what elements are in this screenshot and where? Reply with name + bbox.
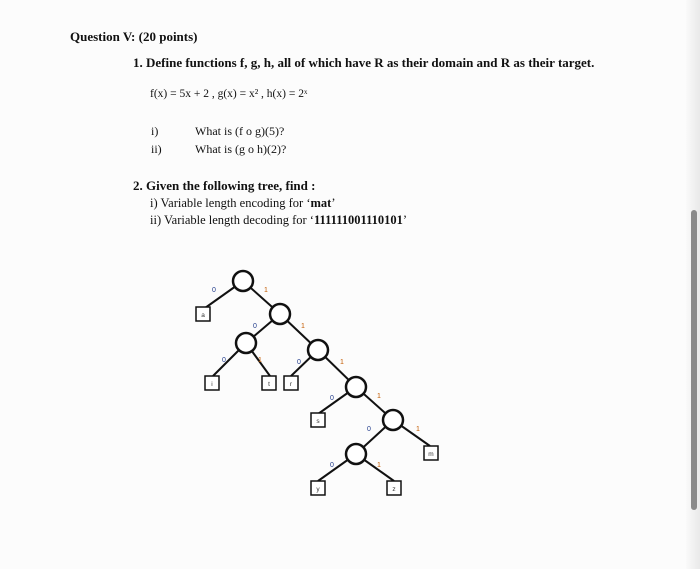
leaf-label: s <box>316 418 320 425</box>
edge-label-zero: 0 <box>367 426 371 433</box>
leaf-label: y <box>316 486 320 493</box>
tree-node <box>346 444 366 464</box>
encoding-question-prefix: i) Variable length encoding for ‘ <box>150 196 311 210</box>
sub-question-text: What is (f o g)(5)? <box>195 124 285 138</box>
leaf-label: t <box>268 381 270 388</box>
edge-label-one: 1 <box>264 287 268 294</box>
edge-label-one: 1 <box>377 462 381 469</box>
edge-label-one: 1 <box>258 357 262 364</box>
sub-question-number: i) <box>151 124 159 138</box>
decoding-bitstring: 111111001110101 <box>313 213 403 227</box>
encoding-word: mat <box>310 196 332 210</box>
edge-label-zero: 0 <box>330 395 334 402</box>
edge-label-zero: 0 <box>253 323 257 330</box>
item1-heading: 1. Define functions f, g, h, all of which have R as their domain and R as their target. <box>133 55 595 70</box>
edge-label-zero: 0 <box>330 462 334 469</box>
leaf-label: i <box>211 381 213 388</box>
edge-label-one: 1 <box>377 393 381 400</box>
sub-question-text: What is (g o h)(2)? <box>195 142 287 156</box>
tree-node <box>346 377 366 397</box>
tree-node <box>308 340 328 360</box>
tree-node <box>270 304 290 324</box>
edge-label-zero: 0 <box>212 287 216 294</box>
item2-heading: 2. Given the following tree, find : <box>133 178 316 193</box>
edge-label-one: 1 <box>301 323 305 330</box>
decoding-question-prefix: ii) Variable length decoding for ‘ <box>150 213 314 227</box>
leaf-label: m <box>428 451 434 458</box>
encoding-question-suffix: ’ <box>331 196 336 210</box>
edge-label-zero: 0 <box>222 357 226 364</box>
edge-label-one: 1 <box>340 359 344 366</box>
edge-label-one: 1 <box>416 426 420 433</box>
tree-node <box>236 333 256 353</box>
sub-question-number: ii) <box>151 142 162 156</box>
leaf-label: r <box>289 381 293 388</box>
question-title: Question V: (20 points) <box>70 29 198 44</box>
edge-label-zero: 0 <box>297 359 301 366</box>
leaf-label: z <box>392 486 396 493</box>
decoding-question-suffix: ’ <box>402 213 408 227</box>
function-definitions: f(x) = 5x + 2 , g(x) = x² , h(x) = 2ˣ <box>150 88 308 100</box>
leaf-label: a <box>201 312 205 319</box>
tree-node <box>383 410 403 430</box>
tree-node <box>233 271 253 291</box>
